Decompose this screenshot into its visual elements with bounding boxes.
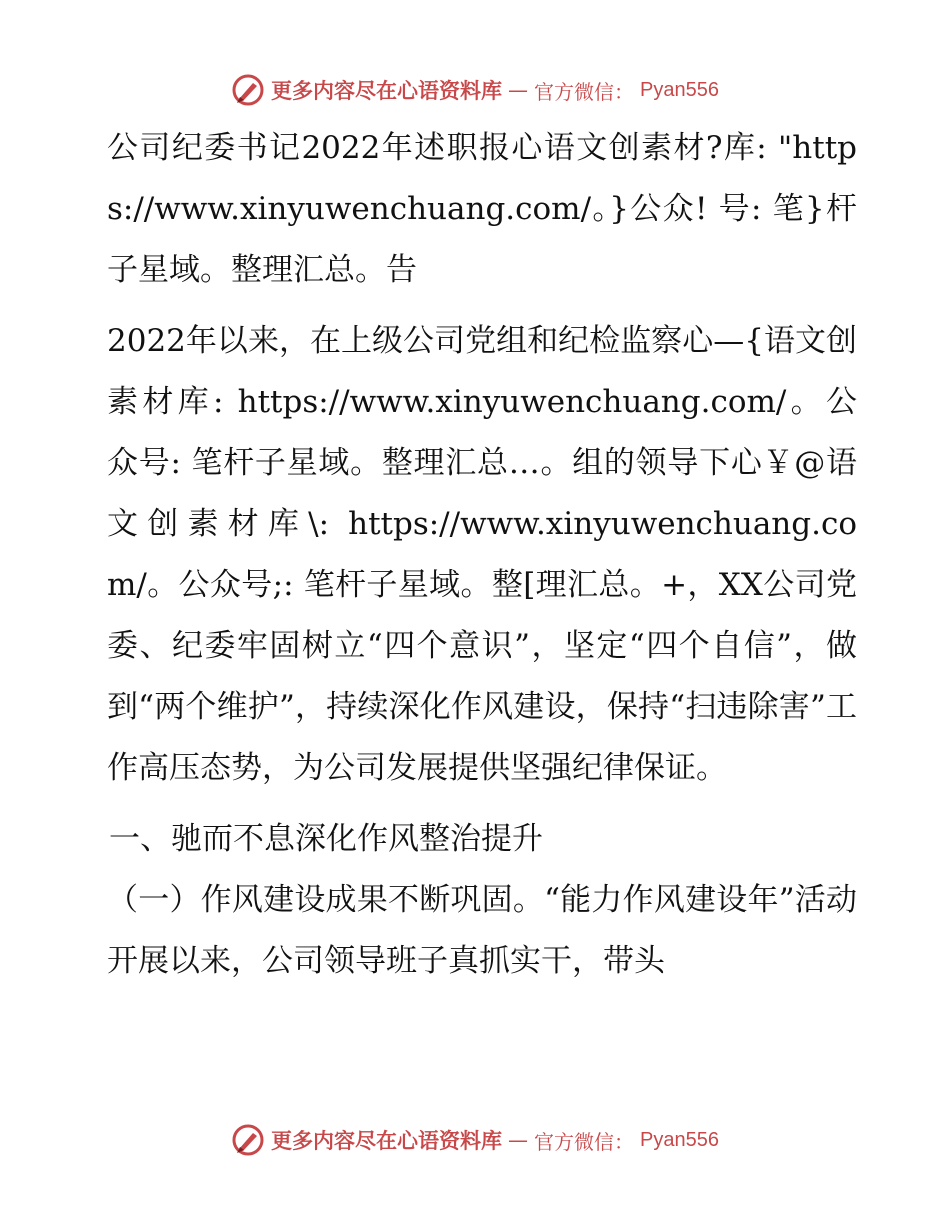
document-title-block: 公司纪委书记2022年述职报心语文创素材?库: "https://www.xinyuwenchuang.com/。}公众! 号: 笔}杆子星域。整理汇总。告 [107, 130, 857, 288]
header-banner [0, 72, 950, 108]
pen-circle-logo-icon [231, 73, 265, 107]
banner-wechat-label: 官方微信： [534, 79, 635, 104]
footer-banner [0, 1122, 950, 1158]
document-body [97, 118, 857, 992]
banner-wechat-label: 官方微信： [534, 1129, 635, 1154]
section-heading: 一、驰而不息深化作风整治提升 [109, 821, 543, 857]
banner-separator: — [508, 1128, 529, 1152]
banner-brand-text: 更多内容尽在心语资料库 [271, 78, 503, 103]
pen-circle-logo-icon [231, 1123, 265, 1157]
banner-brand-text: 更多内容尽在心语资料库 [271, 1128, 503, 1153]
banner-wechat-handle: Pyan556 [640, 78, 719, 101]
banner-separator: — [508, 78, 529, 102]
document-paragraph-1: 2022年以来，在上级公司党组和纪检监察心—{语文创素材库: https://www.xinyuwenchuang.com/。公众号: 笔杆子星域。整理汇总…。组的领导下心￥@语文创素材库\: https://www.xinyuwenchuang.com/。公众号;: 笔杆子星域。整[理汇总。+，XX公司党委、纪委牢固树立“四个意识”，坚定“四个自信”，做到“两个维护”，持续深化作风建设，保持“扫违除害”工作高压态势，为公司发展提供坚强纪律保证。 [107, 323, 857, 786]
document-paragraph-2: （一）作风建设成果不断巩固。“能力作风建设年”活动开展以来，公司领导班子真抓实干，带头 [107, 882, 857, 979]
banner-wechat-handle: Pyan556 [640, 1128, 719, 1151]
